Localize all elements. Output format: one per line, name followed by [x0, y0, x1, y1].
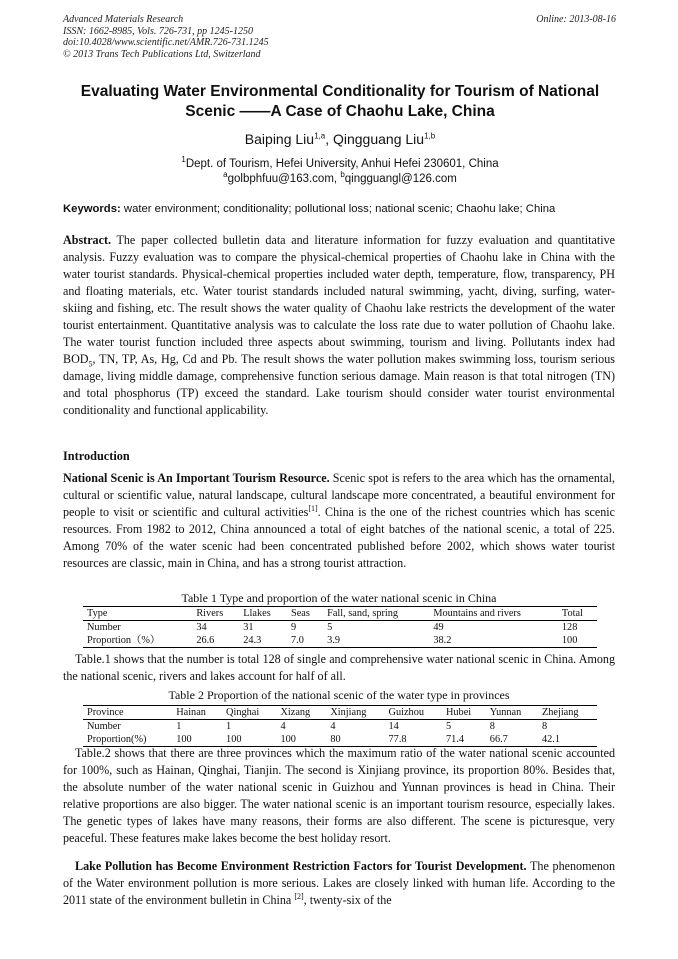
table-header-cell: Seas: [287, 607, 323, 621]
paragraph-text: The phenomenon of the Water environment pollution is more serious. Lakes are closely linked with human life. According to the 2011 state of the environment bulletin in China: [63, 859, 615, 907]
email-mark: b: [340, 170, 345, 180]
author-affil-mark: 1,a: [314, 131, 326, 141]
table-header-cell: Guizhou: [385, 706, 442, 720]
abstract-text: The paper collected bulletin data and literature information for fuzzy evaluation and quantitative analysis. Fuzzy evaluation was to compare the physical-chemical properties of Chaohu lake in China with the water tourist standards. Physical-chemical properties included water depth, temperature, flow, transparency, PH and floating materials, etc. Water tourist standards included natural swimming, yacht, diving, surfing, water-skiing and fishing, etc. The result shows the water quality of Chaohu lake restricts the development of the water tourist entertainment. Quantitative analysis was to calculate the loss rate due to water pollution of Chaohu lake. The water tourist function included three aspects about swimming, tourism and living. Pollutants index had BOD: [63, 233, 615, 366]
table-row: [83, 621, 597, 635]
email-mark: a: [223, 170, 228, 180]
section-heading: Introduction: [63, 449, 130, 463]
affiliation: [60, 157, 620, 187]
table-cell: 5: [445, 721, 452, 732]
email-link[interactable]: golbphfuu@163.com,: [227, 173, 341, 185]
table-cell: 1: [226, 721, 232, 732]
table-caption: Table 1 Type and proportion of the water national scenic in China: [181, 591, 497, 605]
author-separator: ,: [325, 131, 333, 147]
table-cell: 8: [541, 721, 548, 732]
table-cell: 4: [330, 721, 336, 732]
table-cell: 24.3: [239, 634, 287, 648]
table-cell: Number: [87, 721, 121, 732]
affil-text: Dept. of Tourism, Hefei University, Anhui Hefei 230601, China: [185, 158, 499, 170]
table-cell: 100: [172, 733, 222, 747]
table-cell: 9: [290, 622, 297, 633]
journal-name: Advanced Materials Research: [63, 14, 184, 25]
table-header-cell: Province: [83, 706, 172, 720]
paragraph: [63, 470, 615, 572]
table-cell: 5: [327, 622, 333, 633]
data-table: [83, 606, 597, 648]
table-header-cell: Zhejiang: [538, 706, 597, 720]
affil-mark: 1: [181, 155, 186, 165]
table-cell: 34: [196, 622, 207, 633]
table-cell: 66.7: [486, 733, 538, 747]
table-header-cell: Llakes: [239, 607, 287, 621]
table-cell: 128: [561, 622, 578, 633]
table-header-cell: Fall, sand, spring: [323, 607, 429, 621]
paragraph-heading: Lake Pollution has Become Environment Restriction Factors for Tourist Development.: [75, 859, 527, 873]
table-cell: 42.1: [538, 733, 597, 747]
table-header-cell: Yunnan: [486, 706, 538, 720]
table-cell: 49: [433, 622, 444, 633]
table-header-cell: Xizang: [276, 706, 326, 720]
table-header-cell: Xinjiang: [326, 706, 384, 720]
table-row: [83, 634, 597, 648]
title-line-1: Evaluating Water Environmental Conditionality for Tourism of National: [80, 83, 600, 100]
table-cell: 80: [326, 733, 384, 747]
table-header-cell: Total: [558, 607, 597, 621]
table-cell: 14: [388, 721, 399, 732]
table-cell: 4: [280, 721, 286, 732]
table-header-cell: Hainan: [172, 706, 222, 720]
citation[interactable]: [2]: [294, 891, 304, 901]
table-cell: 8: [489, 721, 495, 732]
paragraph-text: . China is the one of the richest countries which has scenic resources. From 1982 to 2012, China announced a total of eight batches of the national scenic, a total of 225. Among 70% of the water scenic had been concentrated published before 2002, which shows water tourist resources are classic, main in China, and has a strong tourist attraction.: [63, 505, 615, 570]
paragraph-text: , twenty-six of the: [303, 893, 392, 907]
table-cell: Proportion(%): [83, 733, 172, 747]
table-header-row: [83, 607, 597, 621]
keywords: [63, 203, 615, 215]
subscript: 5: [88, 359, 93, 369]
table-header-cell: Qinghai: [222, 706, 276, 720]
journal-issn: ISSN: 1662-8985, Vols. 726-731, pp 1245-1250: [63, 25, 253, 37]
keywords-label: Keywords:: [63, 203, 121, 215]
abstract-label: Abstract.: [63, 233, 112, 247]
abstract: [63, 232, 615, 419]
author-name: Baiping Liu: [244, 131, 315, 147]
paragraph: Table.1 shows that the number is total 128 of single and comprehensive water national scenic in China. Among the national scenic, rivers and lakes account for half of all.: [63, 652, 615, 683]
keywords-text: water environment; conditionality; pollutional loss; national scenic; Chaohu lake; China: [120, 203, 556, 215]
table-cell: 77.8: [385, 733, 442, 747]
table-cell: 31: [243, 622, 254, 633]
paragraph: [63, 858, 615, 909]
table-cell: 38.2: [429, 634, 558, 648]
author-affil-mark: 1,b: [424, 131, 436, 141]
table-header-row: [83, 706, 597, 720]
author-name: Qingguang Liu: [332, 131, 425, 147]
paper-title: [60, 82, 620, 122]
online-date: Online: 2013-08-16: [536, 14, 616, 25]
table-header-cell: Hubei: [442, 706, 486, 720]
affiliation-emails: [60, 172, 620, 187]
journal-copyright: © 2013 Trans Tech Publications Ltd, Switzerland: [63, 48, 261, 60]
table-cell: 100: [222, 733, 276, 747]
table-header-cell: Type: [83, 607, 192, 621]
table-cell: 1: [176, 721, 182, 732]
table-cell: Number: [87, 622, 121, 633]
table-cell: 100: [558, 634, 597, 648]
author-list: [60, 131, 620, 147]
email-link[interactable]: qingguangl@126.com: [344, 173, 457, 185]
table-header-cell: Mountains and rivers: [429, 607, 558, 621]
table-row: [83, 720, 597, 734]
paragraph: Table.2 shows that there are three provinces which the maximum ratio of the water national scenic accounted for 100%, such as Hainan, Qinghai, Tianjin. The second is Xinjiang province, its proportion 80%. Besides that, the absolute number of the water national scenic in Guizhou and Yunnan provinces is head in China. Their relative proportions are also bigger. The water national scenic is an important tourism resource, especially lakes. The genetic types of lakes have many reasons, their forms are also different. The scene is picturesque, very peaceful. These features make lakes become the best holiday resort.: [63, 746, 615, 845]
table-cell: 7.0: [287, 634, 323, 648]
table-cell: 100: [276, 733, 326, 747]
paragraph-heading: National Scenic is An Important Tourism Resource.: [63, 471, 330, 485]
table-caption: Table 2 Proportion of the national scenic of the water type in provinces: [168, 688, 510, 702]
table-cell: 3.9: [323, 634, 429, 648]
title-line-2: Scenic ——A Case of Chaohu Lake, China: [185, 103, 495, 120]
journal-header: [63, 14, 269, 60]
journal-doi: doi:10.4028/www.scientific.net/AMR.726-731.1245: [63, 37, 269, 48]
data-table: [83, 705, 597, 747]
paragraph-text: Scenic spot is refers to the area which has the ornamental, cultural or scientific value, natural landscape, cultural landscape more concentrated, a beautiful environment for people to visit or scientific and cultural activities: [63, 471, 615, 519]
abstract-text: , TN, TP, As, Hg, Cd and Pb. The result shows the water pollution makes swimming loss, tourism serious damage, living middle damage, comprehensive function serious damage. Main reason is that total nitrogen (TN) and total phosphorus (TP) exceed the standard. Lake tourism should consider water tourist environmental conditionality and functional applicability.: [63, 352, 615, 417]
table-cell: 26.6: [192, 634, 239, 648]
table-header-cell: Rivers: [192, 607, 239, 621]
table-cell: Proportion（%）: [83, 634, 192, 648]
table-cell: 71.4: [442, 733, 486, 747]
citation[interactable]: [1]: [308, 503, 318, 513]
